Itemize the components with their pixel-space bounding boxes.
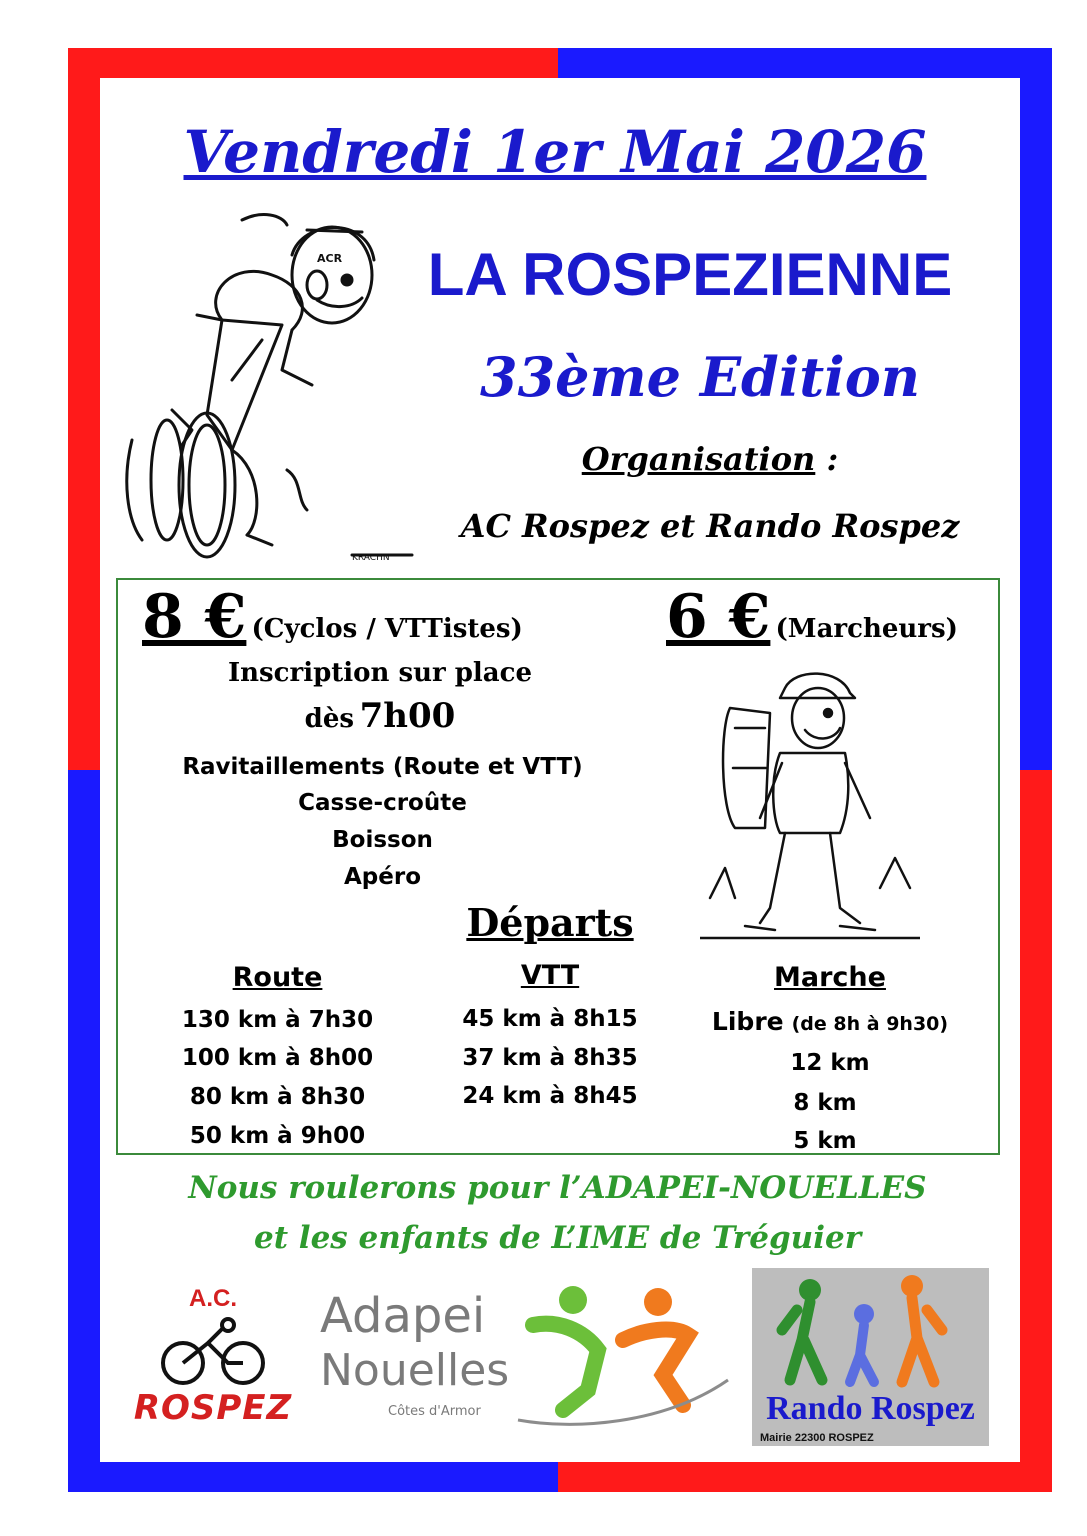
adapei-logo (318, 1280, 728, 1440)
cyclists-label: (Cyclos / VTTistes) (251, 614, 523, 644)
frame-right-red (1020, 770, 1052, 1492)
event-date: Vendredi 1er Mai 2026 (183, 118, 927, 186)
organisation-label: Organisation (581, 440, 816, 478)
vtt-item: 24 km à 8h45 (462, 1083, 638, 1109)
frame-top-blue (558, 48, 1052, 78)
registration-line2 (180, 696, 580, 736)
rando-name: Rando Rospez (766, 1390, 975, 1427)
cyclists-price: 8 € (142, 582, 247, 652)
adapei-line1: Adapei (320, 1288, 486, 1344)
marche-item: 5 km (793, 1128, 857, 1154)
walkers-label: (Marcheurs) (775, 614, 958, 644)
svg-text:ACR: ACR (317, 252, 343, 265)
frame-bottom-blue (68, 1462, 558, 1492)
organisation-colon: : (815, 440, 839, 478)
registration-line1: Inscription sur place (227, 658, 533, 688)
ac-logo-top: A.C. (189, 1285, 237, 1312)
service-item: Casse-croûte (298, 790, 467, 816)
vtt-item: 45 km à 8h15 (462, 1006, 638, 1032)
route-item: 100 km à 8h00 (181, 1045, 374, 1071)
route-item: 80 km à 8h30 (189, 1084, 366, 1110)
route-item: 50 km à 9h00 (189, 1123, 366, 1149)
hikers-icon (752, 1270, 989, 1390)
bicycle-icon (128, 1313, 298, 1388)
registration-time: 7h00 (359, 696, 456, 736)
edition: 33ème Edition (480, 345, 920, 409)
marche-heading: Marche (774, 962, 886, 993)
charity-line2: et les enfants de L’IME de Tréguier (253, 1220, 862, 1256)
price-cyclists (142, 582, 572, 652)
adapei-figures-icon (513, 1280, 733, 1430)
frame-left-red (68, 48, 100, 770)
vtt-item: 37 km à 8h35 (462, 1045, 638, 1071)
service-item: Apéro (343, 864, 421, 890)
registration-prefix: dès (304, 704, 355, 734)
marche-libre-line (690, 1007, 970, 1036)
route-item: 130 km à 7h30 (181, 1007, 374, 1033)
marche-item: 8 km (793, 1090, 857, 1116)
route-heading: Route (232, 962, 323, 993)
frame-right-blue (1020, 48, 1052, 770)
adapei-line3: Côtes d'Armor (388, 1404, 481, 1419)
service-item: Ravitaillements (Route et VTT) (182, 754, 583, 780)
organisers: AC Rospez et Rando Rospez (460, 507, 960, 545)
frame-left-blue (68, 770, 100, 1492)
adapei-line2: Nouelles (320, 1345, 510, 1396)
hiker-illustration (700, 668, 920, 953)
ac-logo-bottom: ROSPEZ (133, 1388, 293, 1428)
marche-item: 12 km (790, 1050, 870, 1076)
price-walkers (666, 582, 996, 652)
charity-line1: Nous roulerons pour l’ADAPEI-NOUELLES (188, 1170, 927, 1206)
rando-address: Mairie 22300 ROSPEZ (760, 1432, 874, 1444)
walkers-price: 6 € (666, 582, 771, 652)
marche-libre: Libre (711, 1007, 784, 1036)
frame-bottom-red (558, 1462, 1052, 1492)
vtt-heading: VTT (520, 960, 580, 991)
ac-rospez-logo (128, 1285, 298, 1435)
marche-libre-detail: (de 8h à 9h30) (791, 1013, 949, 1035)
cyclist-illustration (112, 200, 432, 570)
svg-text:KRACHN: KRACHN (352, 553, 390, 563)
rando-rospez-logo (752, 1268, 989, 1446)
service-item: Boisson (332, 827, 433, 853)
departs-title: Départs (466, 900, 634, 945)
event-name: LA ROSPEZIENNE (427, 241, 953, 308)
organisation-line (470, 440, 950, 478)
frame-top-red (68, 48, 558, 78)
